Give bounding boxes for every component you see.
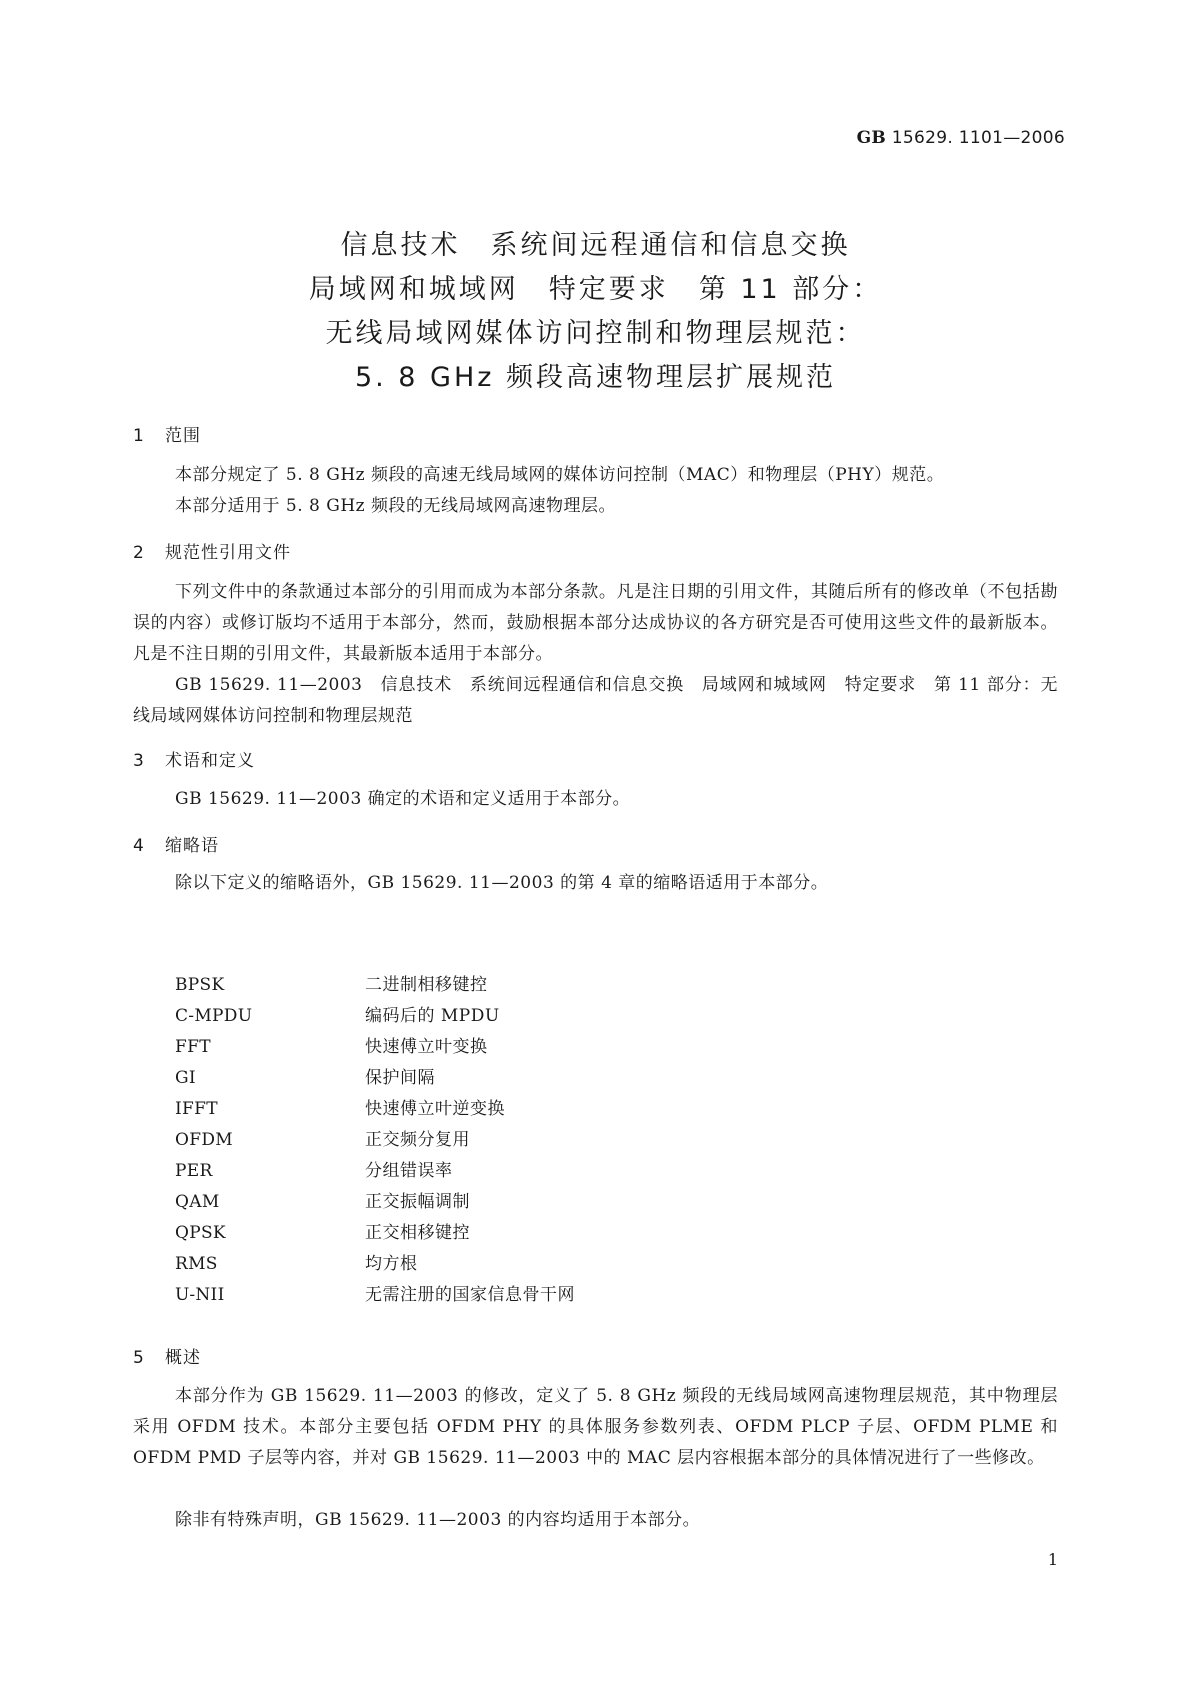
abbreviation-term: QPSK [175,1223,226,1243]
section-5-paragraph-2: 除非有特殊声明，GB 15629. 11—2003 的内容均适用于本部分。 [175,1510,701,1530]
list-item [175,1125,575,1156]
title-line-3: 无线局域网媒体访问控制和物理层规范： [325,318,866,349]
title-line-2: 局域网和城域网 特定要求 第 11 部分： [308,274,883,305]
abbreviation-definition: 快速傅立叶逆变换 [365,1099,505,1119]
list-item [175,1094,575,1125]
list-item [175,1187,575,1218]
abbreviation-term: OFDM [175,1130,233,1150]
section-2-heading [133,538,291,563]
section-title: 概述 [165,1348,201,1368]
section-3-heading [133,746,255,771]
title-line-4: 5. 8 GHz 频段高速物理层扩展规范 [354,362,837,393]
list-item [175,1218,575,1249]
abbreviation-term: RMS [175,1254,218,1274]
abbreviation-term: BPSK [175,975,225,995]
abbreviation-definition: 正交相移键控 [365,1223,470,1243]
abbreviation-term: IFFT [175,1099,218,1119]
list-item [175,1032,575,1063]
section-2-paragraph-2: GB 15629. 11—2003 信息技术 系统间远程通信和信息交换 局域网和城域网 特定要求 第 11 部分：无线局域网媒体访问控制和物理层规范 [133,675,1058,726]
section-number: 1 [133,426,145,446]
section-1-paragraph-1: 本部分规定了 5. 8 GHz 频段的高速无线局域网的媒体访问控制（MAC）和物理层（PHY）规范。 [175,465,945,485]
list-item [175,1063,575,1094]
list-item [175,1001,575,1032]
section-number: 4 [133,836,145,856]
abbreviation-definition: 快速傅立叶变换 [365,1037,488,1057]
section-4-intro: 除以下定义的缩略语外，GB 15629. 11—2003 的第 4 章的缩略语适用于本部分。 [175,873,829,893]
section-number: 3 [133,751,145,771]
section-3-paragraph-1: GB 15629. 11—2003 确定的术语和定义适用于本部分。 [175,789,631,809]
abbreviation-definition: 保护间隔 [365,1068,435,1088]
section-number: 2 [133,543,145,563]
abbreviation-definition: 分组错误率 [365,1161,453,1181]
section-4-heading [133,831,219,856]
abbreviation-term: FFT [175,1037,211,1057]
abbreviation-definition: 二进制相移键控 [365,975,488,995]
abbreviation-term: C-MPDU [175,1006,253,1026]
section-title: 范围 [165,426,201,446]
abbreviation-definition: 正交振幅调制 [365,1192,470,1212]
section-title: 规范性引用文件 [165,543,291,563]
section-2-paragraph-1: 下列文件中的条款通过本部分的引用而成为本部分条款。凡是注日期的引用文件，其随后所有的修改单（不包括勘误的内容）或修订版均不适用于本部分，然而，鼓励根据本部分达成协议的各方研究是否可使用这些文件的最新版本。凡是不注日期的引用文件，其最新版本适用于本部分。 [133,582,1058,664]
abbreviation-term: PER [175,1161,213,1181]
document-title [0,224,1191,400]
section-title: 术语和定义 [165,751,255,771]
list-item [175,970,575,1001]
list-item [175,1280,575,1311]
section-5-heading [133,1343,201,1368]
list-item [175,1156,575,1187]
abbreviation-definition: 无需注册的国家信息骨干网 [365,1285,575,1305]
abbreviation-list [175,970,575,1311]
section-1-heading [133,421,201,446]
section-number: 5 [133,1348,145,1368]
standard-code-number: 15629. 1101—2006 [886,128,1065,148]
section-title: 缩略语 [165,836,219,856]
abbreviation-definition: 正交频分复用 [365,1130,470,1150]
abbreviation-term: U-NII [175,1285,225,1305]
title-line-1: 信息技术 系统间远程通信和信息交换 [340,230,851,261]
abbreviation-definition: 均方根 [365,1254,418,1274]
page-number: 1 [1047,1550,1058,1569]
standard-code [857,128,1065,148]
section-5-paragraph-1: 本部分作为 GB 15629. 11—2003 的修改，定义了 5. 8 GHz 频段的无线局域网高速物理层规范，其中物理层采用 OFDM 技术。本部分主要包括 OFDM PHY 的具体服务参数列表、OFDM PLCP 子层、OFDM PLME 和 OFDM PMD 子层等内容，并对 GB 15629. 11—2003 中的 MAC 层内容根据本部分的具体情况进行了一些修改。 [133,1386,1058,1468]
standard-code-prefix: GB [856,128,887,148]
abbreviation-term: QAM [175,1192,220,1212]
abbreviation-definition: 编码后的 MPDU [365,1006,500,1026]
list-item [175,1249,575,1280]
abbreviation-term: GI [175,1068,196,1088]
section-1-paragraph-2: 本部分适用于 5. 8 GHz 频段的无线局域网高速物理层。 [175,496,617,516]
